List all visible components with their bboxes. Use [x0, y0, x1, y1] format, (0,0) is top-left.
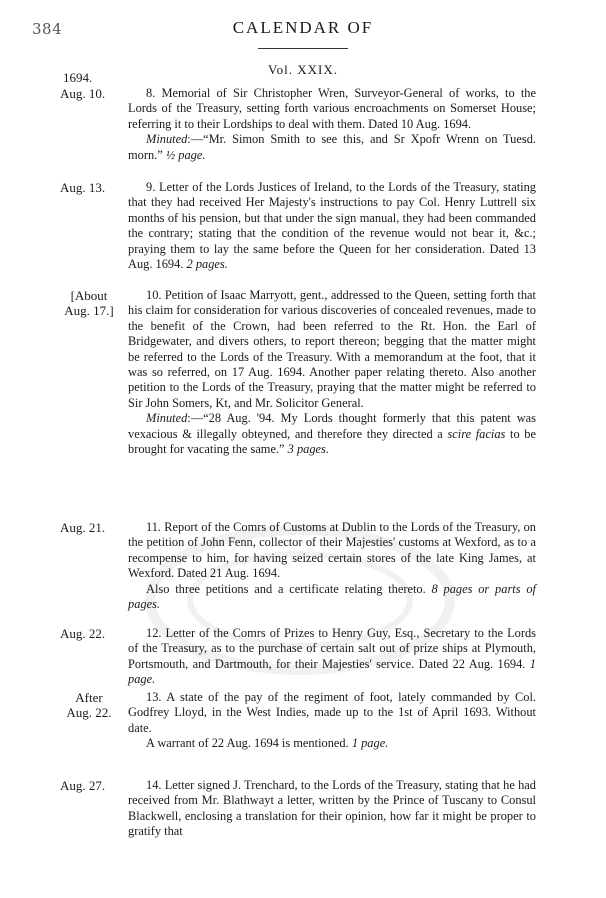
page-count: 1 page.: [351, 736, 389, 751]
entry-paragraph: [128, 582, 536, 613]
minuted-text: :—“28 Aug. '94. My Lords thought formerly that this patent was vexacious & illegally obteyned, and therefore they directed a: [128, 411, 536, 441]
margin-year: 1694.: [63, 70, 93, 85]
entry-date: Aug. 22.: [60, 626, 106, 641]
entry-date: Aug. 21.: [60, 520, 106, 535]
volume-heading: Vol. XXIX.: [267, 62, 339, 77]
page-number: 384: [32, 20, 63, 38]
entry-body: 9. Letter of the Lords Justices of Ireland, to the Lords of the Treasury, stating that they had received Her Majesty's instructions to pay Col. Henry Luttrell six months of his pension, but that under the sign manual, they had been commanded the contrary; stating that the condition of the revenue would not bear it, &c.; praying them to lay the same before the Queen for her consideration. Dated 13 Aug. 1694.: [128, 180, 536, 272]
entry-date: [52, 288, 126, 319]
entry-text: [128, 180, 536, 272]
minuted-text-end: to be brought for vacating the same.”: [128, 426, 536, 457]
entry-paragraph: 13. A state of the pay of the regiment of foot, lately commanded by Col. Godfrey Lloyd, in the West Indies, made up to the 1st of April 1693. Without date.: [128, 690, 536, 735]
page-count: 2 pages.: [186, 257, 228, 272]
entry-body: Also three petitions and a certificate relating thereto.: [146, 581, 426, 596]
entry-date-line: Aug. 22.: [66, 705, 112, 721]
entry-text: [128, 288, 536, 457]
entry-text: [128, 520, 536, 612]
page-count: 1 page.: [128, 656, 536, 687]
entry-date-line: After: [75, 690, 103, 705]
entry-date-line: Aug. 17.]: [64, 303, 114, 319]
entry-minute: [128, 132, 536, 163]
entry-text: [128, 690, 536, 752]
entry-paragraph: 10. Petition of Isaac Marryott, gent., addressed to the Queen, setting forth that his claim for consideration for various discoveries of concealed revenues, made to the benefit of the Crown, had been referred to the Rt. Hon. the Earl of Bridgewater, and divers others, to report thereon; begging that the matter might be referred to the Lords of the Treasury. With a memorandum at the foot, that it was so referred, on 17 Aug. 1694. Another paper relating thereto. Also another petition to the Lords of the Treasury, praying that the matter might be referred to Sir John Somers, Kt, and Mr. Solicitor General.: [128, 288, 536, 410]
entry-date: [52, 690, 126, 721]
header-rule: [258, 48, 348, 49]
entry-paragraph: 14. Letter signed J. Trenchard, to the Lords of the Treasury, stating that he had received from Mr. Blathwayt a letter, written by the Prince of Tuscany to Consul Blackwell, enclosing a translation for their opinion, how far it might be proper to gratify that: [128, 778, 536, 839]
entry-paragraph: 8. Memorial of Sir Christopher Wren, Surveyor-General of works, to the Lords of the Treasury, setting forth various encroachments on Somerset House; referring it to their Lordships to deal with them. Dated 10 Aug. 1694.: [128, 86, 536, 131]
entry-paragraph: [128, 180, 536, 272]
entry-minute: [128, 411, 536, 457]
minuted-label: Minuted: [146, 132, 188, 147]
entry-text: [128, 626, 536, 688]
running-head: CALENDAR OF: [232, 18, 374, 37]
entry-date-line: [About: [70, 288, 108, 303]
minuted-text: :—“Mr. Simon Smith to see this, and Sr Xpofr Wrenn on Tuesd. morn.”: [128, 132, 536, 162]
minuted-label: Minuted: [146, 411, 188, 426]
page-count: ½ page.: [165, 147, 206, 162]
entry-date: Aug. 13.: [60, 180, 106, 195]
entry-text: [128, 86, 536, 163]
entry-body: A warrant of 22 Aug. 1694 is mentioned.: [146, 736, 349, 751]
page-count: 8 pages or parts of pages.: [128, 581, 536, 612]
entry-date: Aug. 27.: [60, 778, 106, 793]
entry-text: [128, 778, 536, 840]
entry-paragraph: [128, 626, 536, 688]
entry-body: 12. Letter of the Comrs of Prizes to Henry Guy, Esq., Secretary to the Lords of the Treasury, as to the purchase of certain salt out of prize ships at Plymouth, Portsmouth, and Dartmouth, for their Majesties' service. Dated 22 Aug. 1694.: [128, 626, 536, 671]
page-count: 3 pages.: [287, 442, 329, 457]
entry-paragraph: 11. Report of the Comrs of Customs at Dublin to the Lords of the Treasury, on the petition of John Fenn, collector of their Majesties' customs at Wexford, as to a recompense to him, for having seized certain stores of the late King James, at Wexford. Dated 21 Aug. 1694.: [128, 520, 536, 581]
entry-paragraph: [128, 736, 536, 751]
entry-date: Aug. 10.: [60, 86, 106, 101]
legal-term: scire facias: [447, 426, 506, 441]
